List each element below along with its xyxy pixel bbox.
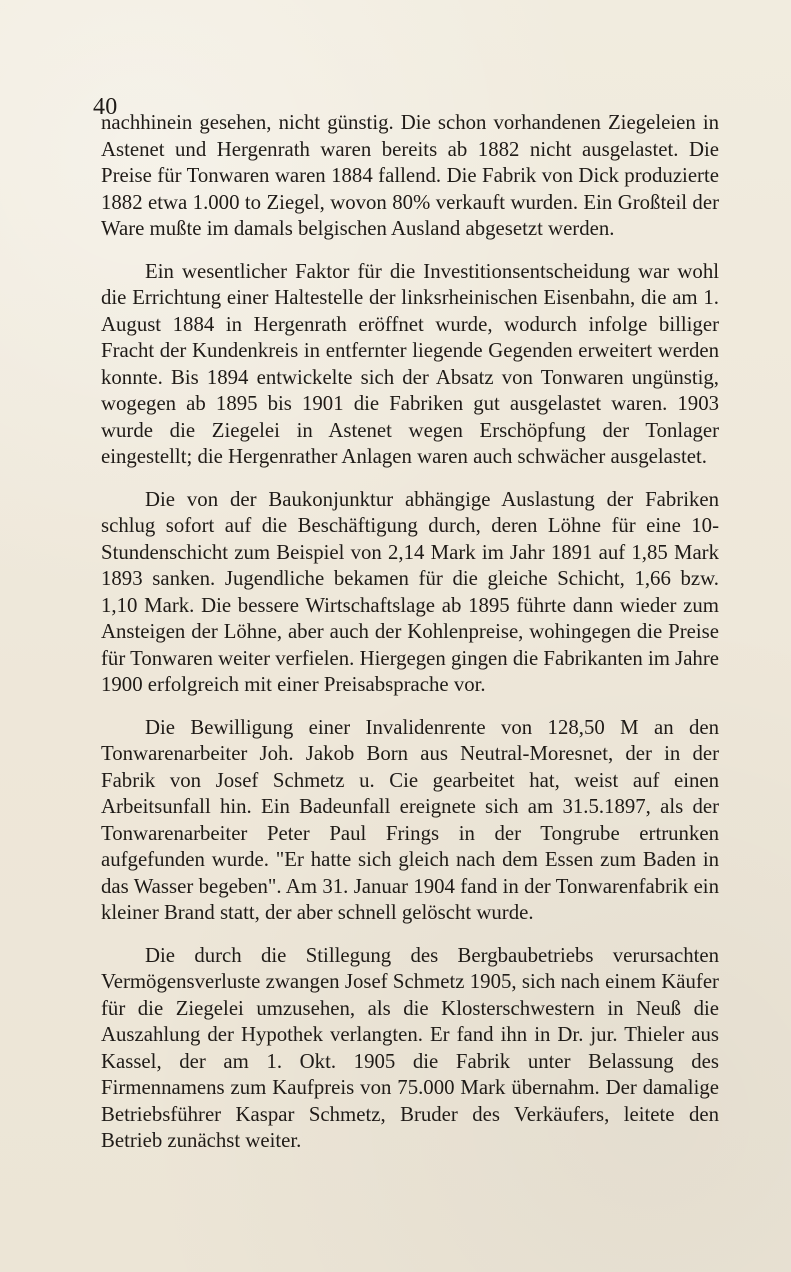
- paragraph-4: Die Bewilligung einer Invalidenrente von 128,50 M an den Tonwarenarbeiter Joh. Jakob Born aus Neutral-Moresnet, der in der Fabrik von Josef Schmetz u. Cie gearbeitet hat, weist auf einen Arbeitsunfall hin. Ein Badeunfall ereignete sich am 31.5.1897, als der Tonwarenarbeiter Peter Paul Frings in der Tongrube ertrunken aufgefunden wurde. "Er hatte sich gleich nach dem Essen zum Baden in das Wasser begeben". Am 31. Januar 1904 fand in der Tonwarenfabrik ein kleiner Brand statt, der aber schnell gelöscht wurde.: [101, 715, 719, 924]
- paragraph-1: nachhinein gesehen, nicht günstig. Die schon vorhandenen Ziegeleien in Astenet und Hergenrath waren bereits ab 1882 nicht ausgelastet. Die Preise für Tonwaren waren 1884 fallend. Die Fabrik von Dick produzierte 1882 etwa 1.000 to Ziegel, wovon 80% verkauft wurden. Ein Großteil der Ware mußte im damals belgischen Ausland abgesetzt werden.: [101, 111, 719, 240]
- page-number: 40: [93, 94, 118, 120]
- paragraph-5: Die durch die Stillegung des Bergbaubetriebs verursachten Vermögensverluste zwangen Josef Schmetz 1905, sich nach einem Käufer für die Ziegelei umzusehen, als die Klosterschwestern in Neuß die Auszahlung der Hypothek verlangten. Er fand ihn in Dr. jur. Thieler aus Kassel, der am 1. Okt. 1905 die Fabrik unter Belassung des Firmennamens zum Kaufpreis von 75.000 Mark übernahm. Der damalige Betriebsführer Kaspar Schmetz, Bruder des Verkäufers, leitete den Betrieb zunächst weiter.: [101, 943, 719, 1152]
- paragraph-3: Die von der Baukonjunktur abhängige Auslastung der Fabriken schlug sofort auf die Beschäftigung durch, deren Löhne für eine 10-Stundenschicht zum Beispiel von 2,14 Mark im Jahr 1891 auf 1,85 Mark 1893 sanken. Jugendliche bekamen für die gleiche Schicht, 1,66 bzw. 1,10 Mark. Die bessere Wirtschaftslage ab 1895 führte dann wieder zum Ansteigen der Löhne, aber auch der Kohlenpreise, wohingegen die Preise für Tonwaren weiter verfielen. Hiergegen gingen die Fabrikanten im Jahre 1900 erfolgreich mit einer Preisabsprache vor.: [101, 487, 719, 696]
- body-text: [101, 110, 719, 1155]
- paragraph-2: Ein wesentlicher Faktor für die Investitionsentscheidung war wohl die Errichtung einer Haltestelle der linksrheinischen Eisenbahn, die am 1. August 1884 in Hergenrath eröffnet wurde, wodurch infolge billiger Fracht der Kundenkreis in entfernter liegende Gegenden erweitert werden konnte. Bis 1894 entwickelte sich der Absatz von Tonwaren ungünstig, wogegen ab 1895 bis 1901 die Fabriken gut ausgelastet waren. 1903 wurde die Ziegelei in Astenet wegen Erschöpfung der Tonlager eingestellt; die Hergenrather Anlagen waren auch schwächer ausgelastet.: [101, 259, 719, 468]
